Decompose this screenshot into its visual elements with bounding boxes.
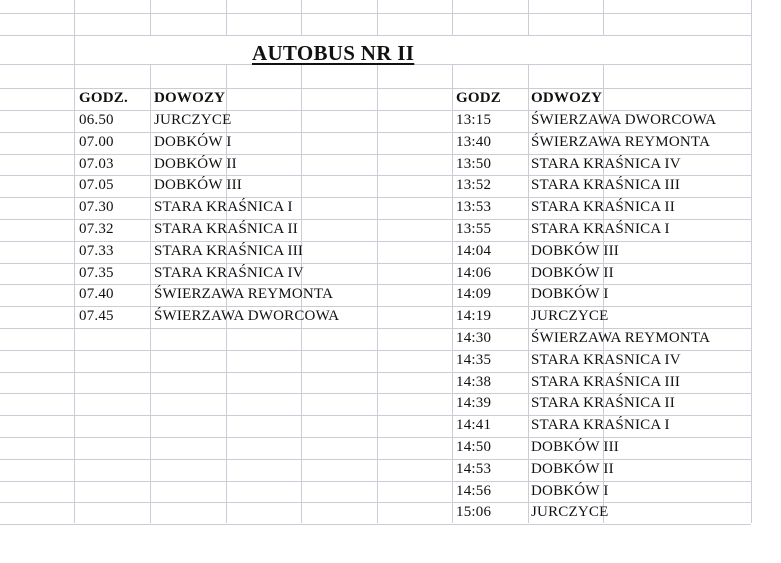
header-odwozy: ODWOZY <box>531 90 603 106</box>
grid-column-line <box>452 0 453 523</box>
dowozy-time: 07.03 <box>79 156 114 172</box>
dowozy-stop: STARA KRAŚNICA II <box>154 221 298 237</box>
odwozy-stop: DOBKÓW I <box>531 286 609 302</box>
odwozy-time: 14:56 <box>456 483 492 499</box>
dowozy-stop: ŚWIERZAWA REYMONTA <box>154 286 334 302</box>
dowozy-stop: STARA KRAŚNICA I <box>154 199 293 215</box>
odwozy-stop: DOBKÓW II <box>531 265 614 281</box>
odwozy-time: 14:35 <box>456 352 492 368</box>
odwozy-stop: ŚWIERZAWA REYMONTA <box>531 330 711 346</box>
grid-row-line <box>0 13 751 14</box>
grid-column-line <box>74 0 75 523</box>
odwozy-stop: STARA KRAŚNICA II <box>531 395 675 411</box>
odwozy-time: 14:53 <box>456 461 492 477</box>
odwozy-stop: STARA KRAŚNICA I <box>531 417 670 433</box>
odwozy-time: 13:50 <box>456 156 492 172</box>
odwozy-stop: STARA KRAŚNICA II <box>531 199 675 215</box>
odwozy-time: 13:40 <box>456 134 492 150</box>
dowozy-time: 07.33 <box>79 243 114 259</box>
odwozy-stop: ŚWIERZAWA DWORCOWA <box>531 112 717 128</box>
odwozy-time: 14:19 <box>456 308 492 324</box>
odwozy-stop: STARA KRASNICA IV <box>531 352 681 368</box>
grid-row-line <box>0 481 751 482</box>
grid-row-line <box>0 502 751 503</box>
odwozy-time: 14:09 <box>456 286 492 302</box>
dowozy-stop: JURCZYCE <box>154 112 232 128</box>
odwozy-stop: JURCZYCE <box>531 504 609 520</box>
dowozy-time: 07.05 <box>79 177 114 193</box>
odwozy-stop: STARA KRAŚNICA III <box>531 177 681 193</box>
grid-row-line <box>0 524 751 525</box>
odwozy-stop: DOBKÓW III <box>531 243 619 259</box>
odwozy-time: 13:15 <box>456 112 492 128</box>
odwozy-stop: STARA KRAŚNICA I <box>531 221 670 237</box>
dowozy-stop: DOBKÓW III <box>154 177 242 193</box>
header-godz-odwozy: GODZ <box>456 90 501 106</box>
odwozy-stop: DOBKÓW III <box>531 439 619 455</box>
dowozy-stop: ŚWIERZAWA DWORCOWA <box>154 308 340 324</box>
dowozy-time: 07.40 <box>79 286 114 302</box>
grid-column-line <box>528 0 529 523</box>
odwozy-time: 14:39 <box>456 395 492 411</box>
dowozy-time: 07.35 <box>79 265 114 281</box>
dowozy-time: 07.32 <box>79 221 114 237</box>
odwozy-stop: JURCZYCE <box>531 308 609 324</box>
dowozy-time: 07.45 <box>79 308 114 324</box>
odwozy-time: 13:52 <box>456 177 492 193</box>
odwozy-time: 14:50 <box>456 439 492 455</box>
page-title: AUTOBUS NR II <box>252 41 415 65</box>
dowozy-stop: DOBKÓW I <box>154 134 232 150</box>
dowozy-time: 06.50 <box>79 112 114 128</box>
odwozy-stop: ŚWIERZAWA REYMONTA <box>531 134 711 150</box>
dowozy-stop: STARA KRAŚNICA IV <box>154 265 304 281</box>
odwozy-time: 14:30 <box>456 330 492 346</box>
odwozy-time: 15:06 <box>456 504 492 520</box>
grid-row-line <box>0 35 751 36</box>
odwozy-time: 14:38 <box>456 374 492 390</box>
odwozy-stop: DOBKÓW I <box>531 483 609 499</box>
grid-row-line <box>0 437 751 438</box>
odwozy-stop: STARA KRAŚNICA IV <box>531 156 681 172</box>
dowozy-stop: STARA KRAŚNICA III <box>154 243 304 259</box>
odwozy-time: 14:06 <box>456 265 492 281</box>
odwozy-time: 14:41 <box>456 417 492 433</box>
grid-column-line <box>150 0 151 523</box>
odwozy-time: 13:53 <box>456 199 492 215</box>
odwozy-time: 13:55 <box>456 221 492 237</box>
odwozy-stop: DOBKÓW II <box>531 461 614 477</box>
header-dowozy: DOWOZY <box>154 90 226 106</box>
grid-column-line <box>751 0 752 523</box>
grid-row-line <box>0 459 751 460</box>
odwozy-stop: STARA KRAŚNICA III <box>531 374 681 390</box>
odwozy-time: 14:04 <box>456 243 492 259</box>
header-godz-dowozy: GODZ. <box>79 90 128 106</box>
dowozy-time: 07.00 <box>79 134 114 150</box>
grid-column-line <box>377 0 378 523</box>
dowozy-time: 07.30 <box>79 199 114 215</box>
dowozy-stop: DOBKÓW II <box>154 156 237 172</box>
